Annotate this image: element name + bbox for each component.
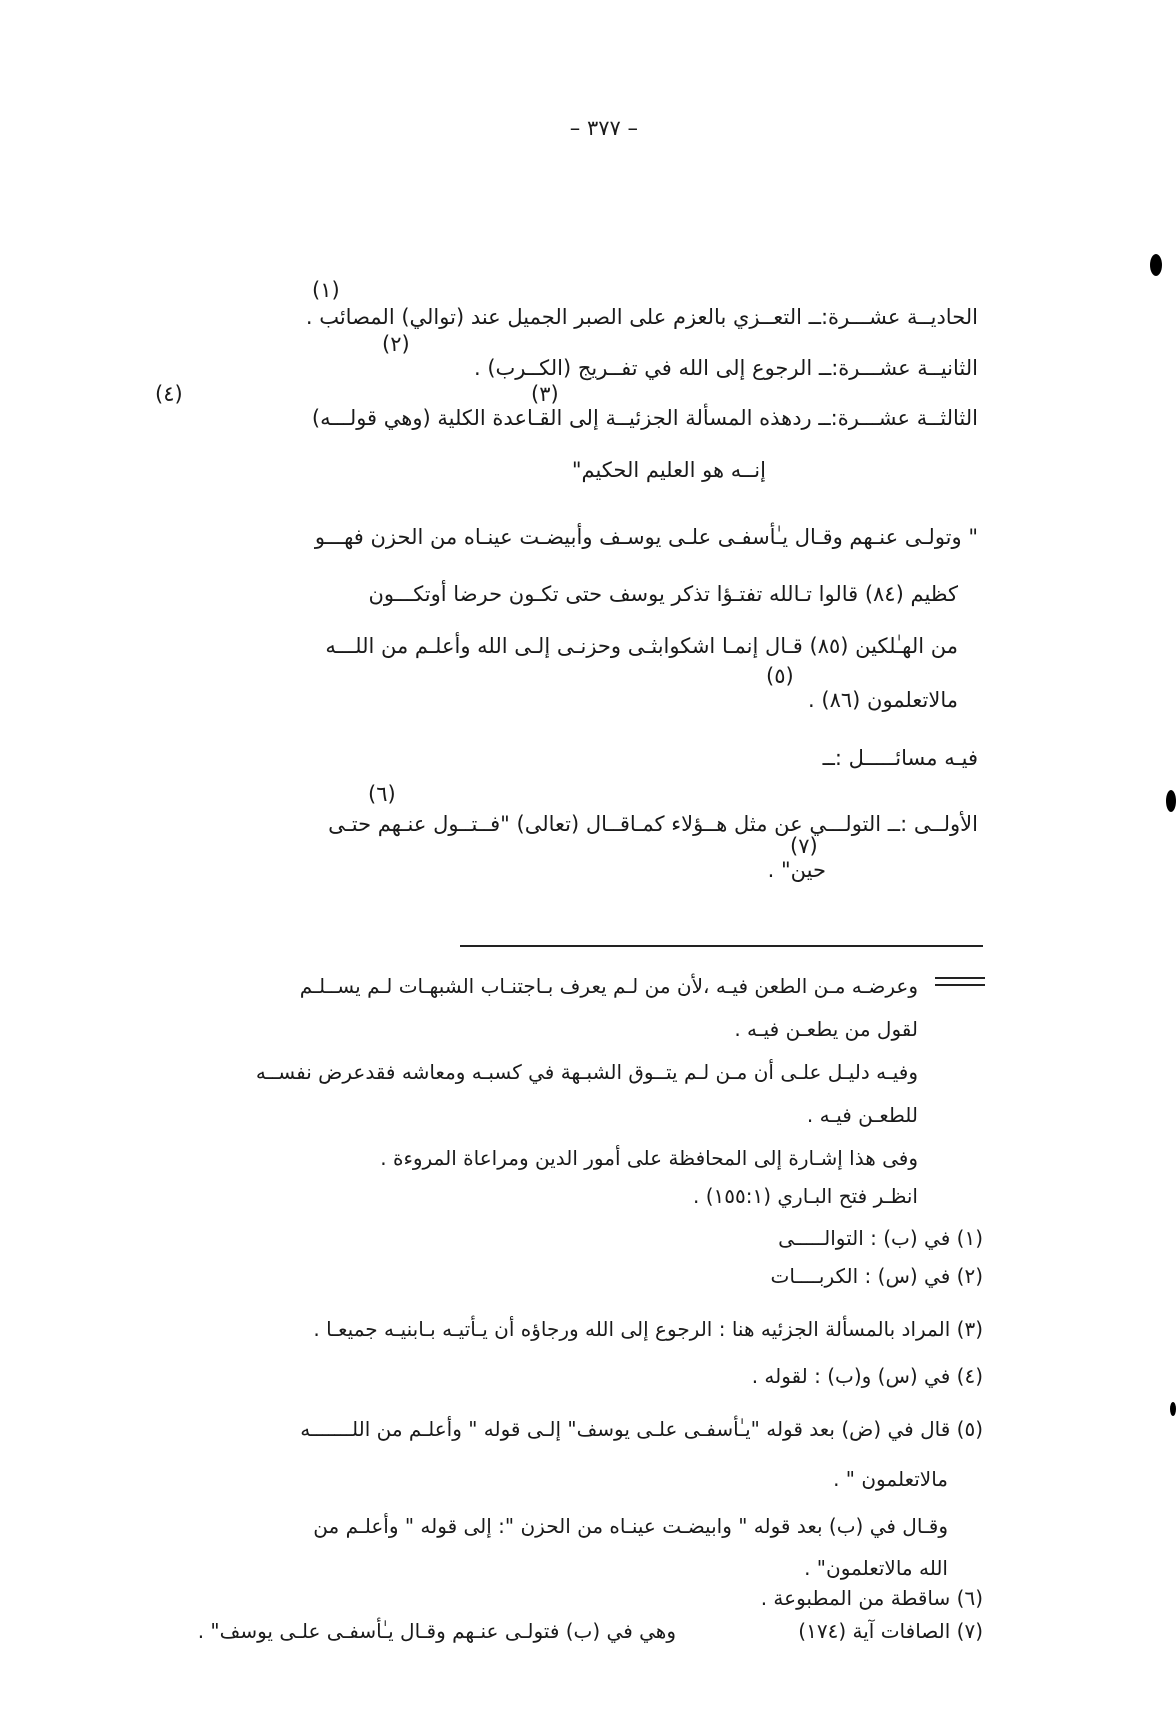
page-number: – ٣٧٧ – <box>569 116 638 140</box>
quran-verse-line: كظيم (٨٤) قالوا تـالله تفتـؤا تذكر يوسف حتى تكـون حرضا أوتكـــون <box>368 582 958 606</box>
footnote-5-cont: مالاتعلمون " . <box>833 1467 948 1491</box>
footnote-7: (٧) الصافات آية (١٧٤) <box>798 1619 983 1643</box>
footnote-5-alt-cont: الله مالاتعلمون" . <box>804 1556 948 1580</box>
footnote-7-note: وهي في (ب) فتولـى عنـهم وقـال يـٰأسفـى علـى يوسف" . <box>197 1619 676 1643</box>
footnote-4: (٤) في (س) و(ب) : لقوله . <box>751 1364 983 1388</box>
note-mark-5: (٥) <box>766 664 794 688</box>
footnote-3: (٣) المراد بالمسألة الجزئيه هنا : الرجوع إلى الله ورجاؤه أن يـأتيـه بـابنيـه جميعـا . <box>313 1317 983 1341</box>
note-mark-4: (٤) <box>155 382 183 406</box>
quran-verse-line: من الهـٰلكين (٨٥) قـال إنمـا اشكوابثـى وحزنـى إلـى الله وأعلـم من اللـــه <box>325 634 958 658</box>
note-mark-1: (١) <box>312 278 340 302</box>
section-heading: فيـه مسائـــــل :ــ <box>822 746 978 770</box>
note-mark-2: (٢) <box>382 332 410 356</box>
body-line: إنــه هو العليم الحكيم" <box>571 458 766 482</box>
scan-mark <box>1150 254 1162 276</box>
body-line: الأولــى :ــ التولـــي عن مثل هــؤلاء كمـاقــال (تعالى) "فــتــول عنـهم حتـى <box>328 812 978 836</box>
footnote-line: لقول من يطعـن فيـه . <box>734 1017 918 1041</box>
note-mark-6: (٦) <box>368 782 396 806</box>
footnote-1: (١) في (ب) : التوالـــــى <box>778 1226 983 1250</box>
scan-mark <box>1170 1402 1176 1416</box>
body-line: الثانيــة عشـــرة:ــ الرجوع إلى الله في تفــريج (الكــرب) . <box>473 356 978 380</box>
body-line: الحاديــة عشـــرة:ــ التعــزي بالعزم على الصبر الجميل عند (توالي) المصائب . <box>305 305 978 329</box>
note-mark-3: (٣) <box>531 382 559 406</box>
footnote-line: انظـر فتح البـاري (١٥٥:١) . <box>692 1184 918 1208</box>
footnote-line: وعرضـه مـن الطعن فيـه ،لأن من لـم يعرف بـاجتنـاب الشبهـات لـم يســلـم <box>299 974 918 998</box>
footnote-line: وفيـه دليـل علـى أن مـن لـم يتــوق الشبـهة في كسبـه ومعاشه فقدعرض نفســه <box>255 1060 918 1084</box>
body-line: الثالثــة عشـــرة:ــ ردهذه المسألة الجزئيــة إلى القـاعدة الكلية (وهي قولـــه) <box>311 406 978 430</box>
footnote-2: (٢) في (س) : الكربــــات <box>770 1264 983 1288</box>
note-mark-7: (٧) <box>790 834 818 858</box>
continuation-marker <box>935 977 985 986</box>
quran-verse-line: مالاتعلمون (٨٦) . <box>808 688 958 712</box>
footnote-5-alt: وقـال في (ب) بعد قوله " وابيضـت عينـاه من الحزن ": إلى قوله " وأعلـم من <box>313 1514 948 1538</box>
scan-mark <box>1166 790 1176 812</box>
footnote-line: وفى هذا إشـارة إلى المحافظة على أمور الدين ومراعاة المروءة . <box>380 1146 918 1170</box>
quran-verse-line: " وتولـى عنـهم وقـال يـٰأسفـى علـى يوسـف وأبيضـت عينـاه من الحزن فهـــو <box>314 525 978 549</box>
body-line: حين" . <box>767 858 826 882</box>
footnote-5: (٥) قال في (ض) بعد قوله "يـٰأسفـى علـى يوسف" إلـى قوله " وأعلـم من اللـــــــه <box>300 1417 983 1441</box>
footnote-6: (٦) ساقطة من المطبوعة . <box>760 1586 983 1610</box>
footnote-separator <box>460 945 983 947</box>
footnote-line: للطعـن فيـه . <box>806 1103 918 1127</box>
